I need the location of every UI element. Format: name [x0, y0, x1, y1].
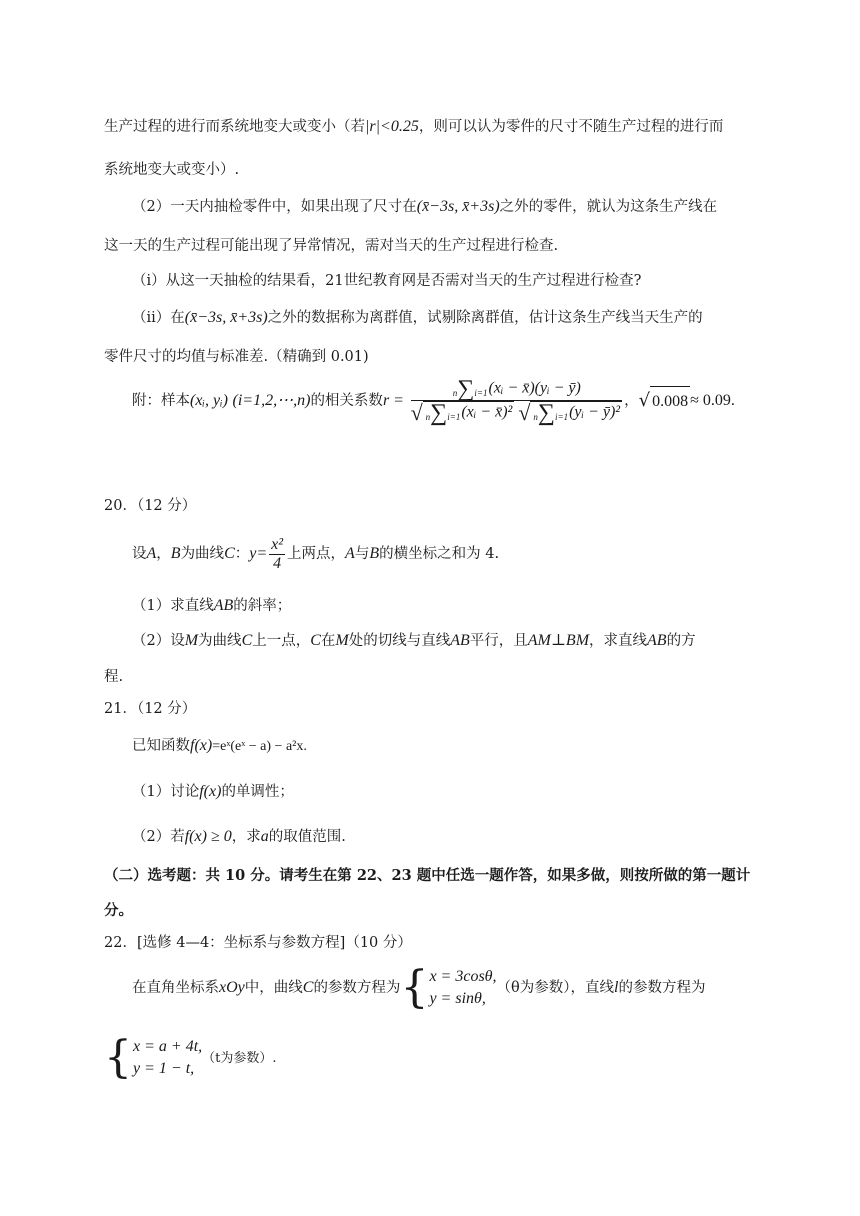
- fraction-numerator: [411, 378, 623, 401]
- text-segment: ：: [234, 546, 250, 562]
- sqrt-value: 0.008: [650, 386, 690, 417]
- question-number: 20．（12 分）: [104, 498, 197, 514]
- text-line: [132, 964, 760, 1012]
- text-segment: 在: [320, 633, 336, 649]
- text-segment: 这一天的生产过程可能出现了异常情况，需对当天的生产过程进行检查.: [104, 238, 559, 254]
- math-expression: =eˣ(eˣ − a) − a²x.: [212, 739, 307, 754]
- math-var: l: [614, 979, 619, 996]
- equation: x = a + 4t,: [133, 1038, 203, 1055]
- text-segment: 的相关系数: [310, 393, 383, 409]
- text-line: [132, 596, 760, 616]
- text-line: [132, 534, 760, 574]
- sum-lower: i=1: [474, 388, 488, 398]
- question-header: [104, 933, 760, 953]
- math-r: r =: [382, 392, 404, 409]
- text-line: [132, 631, 760, 651]
- question-number: 22．[选修 4—4：坐标系与参数方程]（10 分）: [104, 935, 412, 951]
- sum-lower: i=1: [555, 412, 569, 422]
- sum-upper: n: [533, 412, 538, 422]
- math-pair: (xᵢ, yᵢ): [190, 392, 228, 409]
- formula-line: [132, 378, 760, 424]
- text-segment: 零件尺寸的均值与标准差.（精确到 0.01): [104, 349, 369, 365]
- math-var: C: [241, 632, 253, 649]
- sum-lower: i=1: [447, 412, 461, 422]
- sum-upper: n: [452, 388, 458, 398]
- math-function: f(x): [199, 783, 222, 800]
- math-expression: |r|<0.25: [365, 118, 419, 135]
- text-segment: 程.: [104, 669, 124, 685]
- text-line: [132, 736, 760, 757]
- text-segment: 的横坐标之和为 4.: [379, 546, 500, 562]
- text-segment: 的斜率；: [233, 598, 292, 614]
- section-heading: [104, 901, 760, 921]
- text-segment: 生产过程的进行而系统地变大或变小（若: [104, 119, 365, 135]
- sigma-symbol: ∑: [537, 400, 556, 426]
- text-segment: 为曲线: [198, 633, 242, 649]
- text-line: [104, 667, 760, 687]
- text-segment: 的单调性；: [221, 784, 294, 800]
- text-segment: 已知函数: [132, 738, 190, 754]
- text-segment: 为曲线: [180, 546, 225, 562]
- text-segment: 的方: [666, 633, 696, 649]
- math-var: C: [224, 545, 235, 562]
- denominator-term-y: (yᵢ − ȳ)²: [569, 403, 621, 421]
- section-heading: [104, 866, 760, 886]
- text-segment: 系统地变大或变小）.: [104, 162, 240, 178]
- math-interval: (x̄−3s, x̄+3s): [416, 198, 500, 215]
- text-segment: 处的切线与直线: [348, 633, 451, 649]
- brace-symbol: {: [104, 1032, 132, 1083]
- text-segment: （2）若: [132, 829, 185, 845]
- math-var: A: [146, 545, 157, 562]
- fraction-denominator: [411, 401, 623, 424]
- text-segment: ，则可以认为零件的尺寸不随生产过程的进行而: [418, 119, 724, 135]
- text-line: [104, 160, 760, 180]
- text-segment: 与: [354, 546, 370, 562]
- text-segment: 的参数方程为: [313, 980, 401, 996]
- text-segment: 上两点，: [287, 546, 346, 562]
- text-segment: （ⅱ）在: [132, 310, 185, 326]
- math-function: f(x): [190, 737, 213, 754]
- text-line: [132, 197, 760, 217]
- text-segment: 上一点，: [252, 633, 311, 649]
- math-var: C: [302, 979, 314, 996]
- brace-symbol: {: [400, 962, 429, 1013]
- equation-system: [133, 1036, 202, 1080]
- math-var: B: [170, 545, 181, 562]
- text-segment: 之外的零件，就认为这条生产线在: [499, 199, 718, 215]
- text-segment: 的参数方程为: [618, 980, 706, 996]
- equation: y = 1 − t,: [133, 1060, 195, 1077]
- approx-value: ≈ 0.09.: [690, 392, 735, 409]
- math-expression: y=: [249, 545, 268, 562]
- text-line: [104, 236, 760, 256]
- sigma-symbol: ∑: [457, 376, 475, 402]
- math-var: M: [335, 632, 349, 649]
- math-var: A: [345, 545, 355, 562]
- math-var: xOy: [219, 979, 245, 996]
- text-line: [104, 347, 760, 367]
- separator: ，: [624, 393, 639, 409]
- text-segment: （t为参数）.: [202, 1051, 277, 1066]
- sum-sign: [533, 402, 568, 424]
- numerator-term: (xᵢ − x̄)(yᵢ − ȳ): [488, 379, 581, 397]
- sigma-symbol: ∑: [430, 400, 448, 426]
- text-line: [132, 271, 760, 291]
- fraction-numerator: x²: [271, 535, 284, 553]
- text-line: [104, 1034, 760, 1083]
- radical-sign: √: [638, 390, 651, 411]
- question-header: [104, 496, 760, 516]
- correlation-fraction: [411, 378, 623, 424]
- text-segment: （θ为参数），直线: [496, 980, 615, 996]
- sum-sign: [426, 402, 461, 424]
- equation: x = 3cosθ,: [429, 968, 497, 985]
- text-line: [104, 117, 760, 137]
- text-segment: （2）一天内抽检零件中，如果出现了尺寸在: [132, 199, 417, 215]
- text-segment: 的取值范围.: [268, 829, 346, 845]
- sum-upper: n: [425, 412, 431, 422]
- text-line: [132, 308, 760, 328]
- text-segment: 之外的数据称为离群值，试剔除离群值，估计这条生产线当天生产的: [267, 310, 703, 326]
- math-var: AB: [647, 632, 667, 649]
- math-index: (i=1,2,⋯,n): [232, 392, 311, 409]
- text-segment: 附：样本: [132, 393, 190, 409]
- equation-system: [429, 966, 496, 1010]
- curve-fraction: [269, 536, 285, 573]
- math-expression: AM⊥BM: [527, 632, 590, 649]
- radical-sign: √: [518, 400, 531, 425]
- text-line: [132, 782, 760, 802]
- math-var: C: [310, 632, 321, 649]
- text-segment: （1）求直线: [132, 598, 214, 614]
- question-header: [104, 699, 760, 719]
- math-var: AB: [213, 597, 234, 614]
- text-segment: 在直角坐标系: [132, 980, 219, 996]
- text-segment: （2）设: [132, 633, 185, 649]
- question-number: 21．（12 分）: [104, 701, 197, 717]
- math-var: B: [369, 545, 380, 562]
- text-segment: 设: [132, 546, 147, 562]
- radical-sign: √: [410, 400, 423, 425]
- math-interval: (x̄−3s, x̄+3s): [184, 309, 268, 326]
- math-var: a: [260, 828, 269, 845]
- sum-sign: [453, 378, 488, 400]
- math-var: M: [184, 632, 199, 649]
- text-segment: 分。: [104, 902, 133, 919]
- denominator-term-x: (xᵢ − x̄)²: [461, 403, 513, 421]
- fraction-denominator: 4: [273, 554, 282, 572]
- text-segment: ，: [156, 546, 171, 562]
- text-segment: 平行，且: [469, 633, 528, 649]
- text-segment: （ⅰ）从这一天抽检的结果看，21世纪教育网是否需对当天的生产过程进行检查?: [132, 273, 642, 289]
- text-segment: ，求: [231, 829, 261, 845]
- sqrt-body: [423, 401, 515, 424]
- text-segment: （1）讨论: [132, 784, 200, 800]
- equation: y = sinθ,: [429, 990, 486, 1007]
- math-expression: f(x) ≥ 0: [184, 828, 232, 845]
- sqrt-body: [530, 401, 622, 424]
- text-segment: ，求直线: [589, 633, 648, 649]
- text-segment: 中，曲线: [244, 980, 303, 996]
- math-var: AB: [450, 632, 470, 649]
- text-line: [132, 827, 760, 847]
- text-segment: （二）选考题：共 10 分。请考生在第 22、23 题中任选一题作答，如果多做，则按所做的第一题计: [104, 867, 751, 884]
